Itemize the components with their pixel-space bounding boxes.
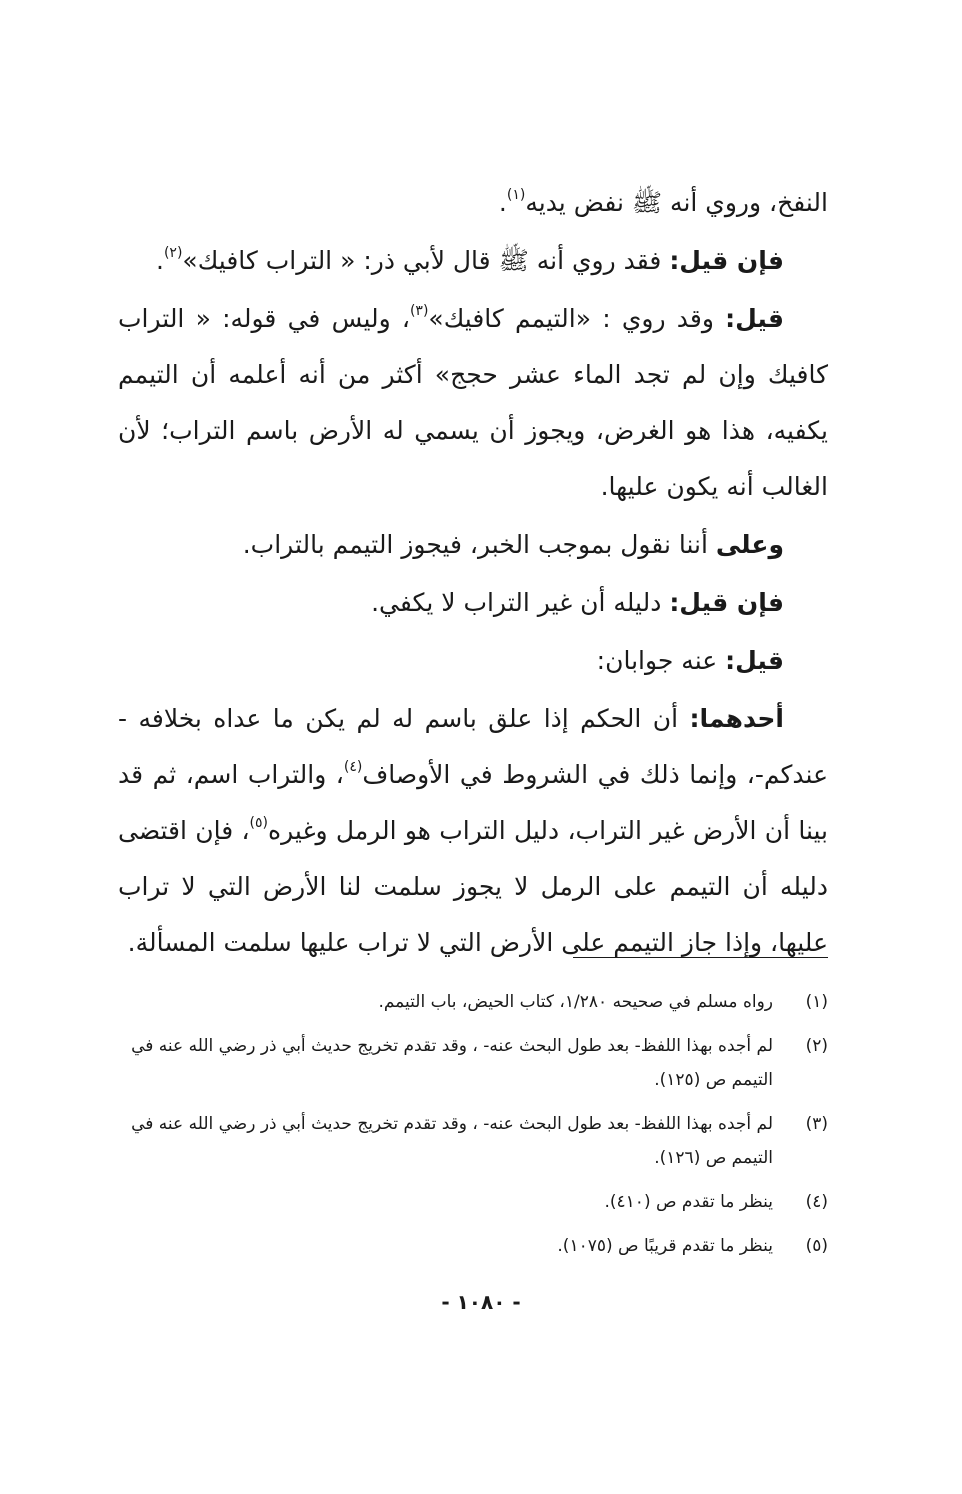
footnote-item <box>118 1107 828 1175</box>
footnote-number: (١) <box>805 992 828 1012</box>
paragraph-3 <box>118 291 828 515</box>
paragraph-text: النفخ، وروي أنه ﷺ نفض يديه <box>525 188 828 217</box>
footnote-item <box>118 1229 828 1263</box>
footnotes <box>118 985 828 1273</box>
paragraph-text: أن الحكم إذا علق باسم له لم يكن ما عداه بخلافه - عندكم-، وإنما ذلك في الشروط في الأوصاف <box>118 704 828 789</box>
footnote-ref[interactable]: (٤) <box>343 759 363 775</box>
paragraph-6 <box>118 633 828 689</box>
paragraph-lead: قيل: <box>725 304 785 333</box>
paragraph-text: دليله أن غير التراب لا يكفي. <box>371 588 670 617</box>
paragraph-text: وقد روي : «التيمم كافيك» <box>428 304 726 333</box>
paragraph-lead: قيل: <box>725 646 784 675</box>
page-number: - ١٠٨٠ - <box>441 1290 521 1314</box>
paragraph-4 <box>118 517 828 573</box>
page-body <box>118 175 828 973</box>
footnote-number: (٢) <box>805 1036 828 1056</box>
footnote-ref[interactable]: (٣) <box>409 303 429 319</box>
paragraph-text: فقد روي أنه ﷺ قال لأبي ذر: « التراب كافيك» <box>182 246 670 275</box>
paragraph-end: . <box>156 246 164 275</box>
footnote-divider <box>573 957 828 958</box>
footnote-text: لم أجده بهذا اللفظ- بعد طول البحث عنه- ، وقد تقدم تخريج حديث أبي ذر رضي الله عنه في التيمم ص (١٢٦). <box>131 1114 773 1168</box>
paragraph-text: عنه جوابان: <box>596 646 726 675</box>
footnote-number: (٣) <box>805 1114 828 1134</box>
paragraph-text: ، والتراب اسم، ثم قد بينا أن الأرض غير التراب، دليل التراب هو الرمل وغيره <box>118 760 828 845</box>
paragraph-text: ، وليس في قوله: « التراب كافيك وإن لم تجد الماء عشر حجج» أكثر من أنه أعلمه أن التيمم يكفيه، هذا هو الغرض، ويجوز أن يسمي له الأرض باسم التراب؛ لأن الغالب أنه يكون عليها. <box>118 304 828 501</box>
footnote-item <box>118 1185 828 1219</box>
footnote-ref[interactable]: (١) <box>506 187 526 203</box>
paragraph-text: أننا نقول بموجب الخبر، فيجوز التيمم بالتراب. <box>242 530 716 559</box>
paragraph-1 <box>118 175 828 231</box>
paragraph-lead: فإن قيل: <box>669 246 784 275</box>
footnote-text: رواه مسلم في صحيحه ١/٢٨٠، كتاب الحيض، باب التيمم. <box>378 992 773 1012</box>
paragraph-2 <box>118 233 828 289</box>
footnote-text: ينظر ما تقدم قريبًا ص (١٠٧٥). <box>557 1236 773 1256</box>
footnote-ref[interactable]: (٥) <box>249 815 269 831</box>
footnote-text: ينظر ما تقدم ص (٤١٠). <box>604 1192 773 1212</box>
paragraph-lead: أحدهما: <box>689 704 784 733</box>
footnote-item <box>118 985 828 1019</box>
paragraph-end: . <box>498 188 507 217</box>
footnote-item <box>118 1029 828 1097</box>
paragraph-text: ، فإن اقتضى دليله أن التيمم على الرمل لا يجوز سلمت لنا الأرض التي لا تراب عليها، وإذا جاز التيمم على الأرض التي لا تراب عليها سلمت المسألة. <box>118 816 828 957</box>
paragraph-lead: وعلى <box>715 530 784 559</box>
paragraph-5 <box>118 575 828 631</box>
footnote-number: (٥) <box>805 1236 828 1256</box>
paragraph-7 <box>118 691 828 971</box>
footnote-number: (٤) <box>805 1192 828 1212</box>
paragraph-lead: فإن قيل: <box>669 588 784 617</box>
footnote-text: لم أجده بهذا اللفظ- بعد طول البحث عنه- ، وقد تقدم تخريج حديث أبي ذر رضي الله عنه في التيمم ص (١٢٥). <box>131 1036 773 1090</box>
footnote-ref[interactable]: (٢) <box>163 245 183 261</box>
